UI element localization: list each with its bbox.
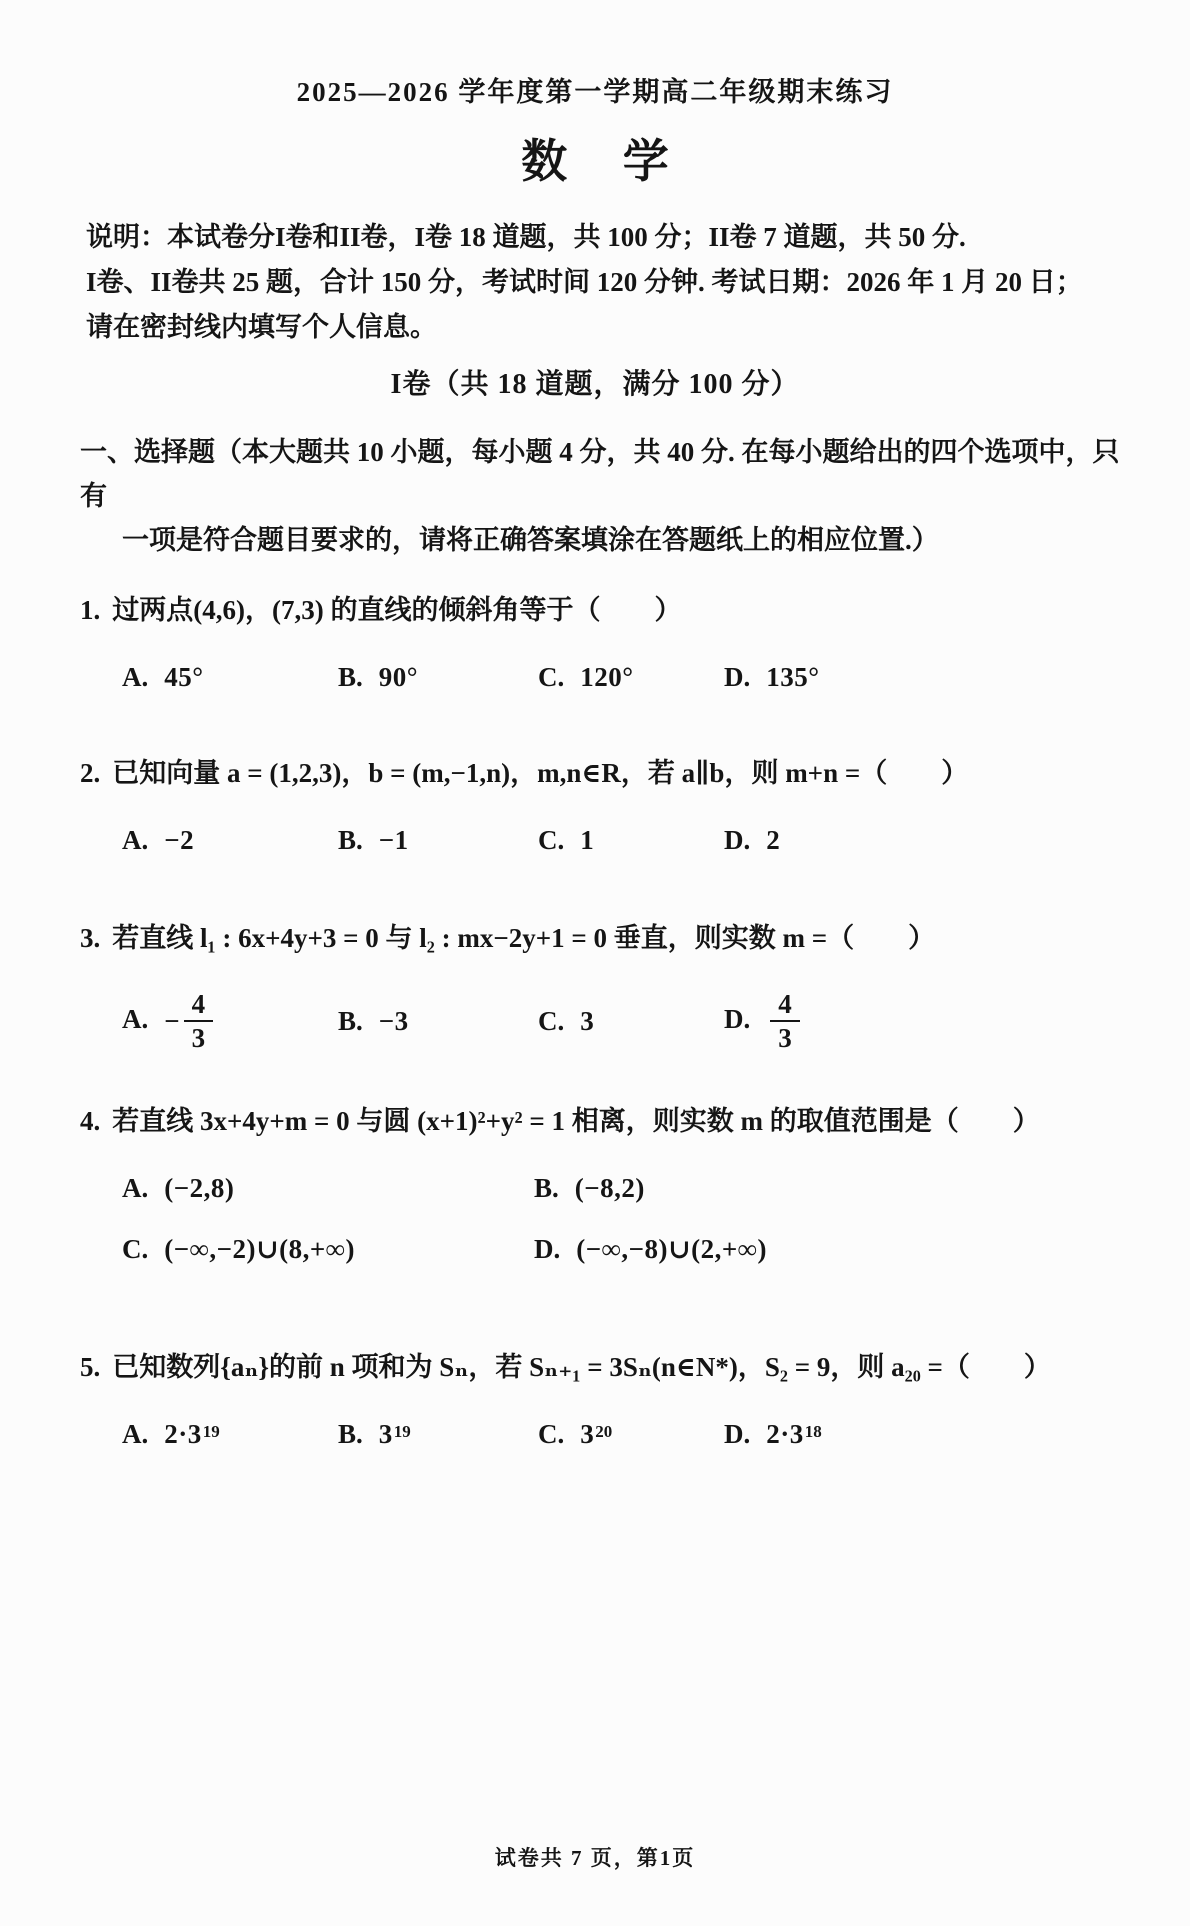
question-1-option-a: A. 45° (122, 662, 204, 692)
multiple-choice-section-header (80, 430, 1130, 562)
question-2-option-c: C. 1 (538, 825, 595, 855)
question-3-option-a: A. − $\frac{4}{3}$ (122, 990, 338, 1053)
exponent: 19 (202, 1421, 220, 1441)
question-1 (80, 590, 1130, 693)
question-2-option-d: D. 2 (724, 825, 781, 855)
section-header-line-2: 一项是符合题目要求的，请将正确答案填涂在答题纸上的相应位置.） (122, 525, 939, 555)
question-4-stem (80, 1101, 1130, 1141)
question-1-number: 1. (80, 595, 101, 625)
question-4-option-b: B. (−8,2) (534, 1172, 645, 1203)
question-3-stem (80, 918, 1130, 958)
question-1-option-b: B. 90° (338, 662, 419, 692)
question-1-stem (80, 590, 1130, 630)
question-4-options-row-1 (122, 1173, 1130, 1204)
fraction: $\frac{4}{3}$ (184, 990, 214, 1053)
instruction-line-2: I卷、II卷共 25 题，合计 150 分，考试时间 120 分钟. 考试日期：2026 年 1 月 20 日； (86, 267, 1083, 297)
question-5 (80, 1347, 1130, 1450)
instruction-line-3: 请在密封线内填写个人信息。 (86, 312, 437, 342)
question-4-option-d: D. (−∞,−8)∪(2,+∞) (534, 1233, 767, 1264)
exponent: 18 (804, 1421, 822, 1441)
question-4-option-c: C. (−∞,−2)∪(8,+∞) (122, 1233, 355, 1264)
question-4-text: 若直线 3x+4y+m = 0 与圆 (x+1)²+y² = 1 相离，则实数 m 的取值范围是（ ） (112, 1105, 1040, 1136)
question-5-option-d: D. $2\cdot 3^{18}$ (724, 1418, 822, 1449)
question-3-option-b: B. −3 (338, 1005, 409, 1036)
question-3-text: 若直线 l₁ : 6x+4y+3 = 0 与 l₂ : mx−2y+1 = 0 垂直，则实数 m =（ ） (112, 923, 936, 953)
part1-header: I卷（共 18 道题，满分 100 分） (390, 369, 800, 400)
exam-instructions (86, 215, 1104, 350)
question-3 (80, 918, 1130, 1053)
question-3-option-c: C. 3 (538, 1005, 595, 1036)
question-3-option-d: D. $\frac{4}{3}$ (724, 990, 1130, 1053)
question-2 (80, 753, 1130, 856)
question-2-number: 2. (80, 758, 101, 788)
section-header-line-1: 一、选择题（本大题共 10 小题，每小题 4 分，共 40 分. 在每小题给出的四个选项中，只有 (80, 437, 1120, 511)
question-2-stem (80, 753, 1130, 793)
question-5-option-a: A. $2\cdot 3^{19}$ (122, 1418, 220, 1449)
question-1-options (122, 662, 1130, 693)
question-5-option-c: C. $3^{20}$ (538, 1418, 613, 1449)
exam-session-title: 2025—2026 学年度第一学期高二年级期末练习 (296, 77, 894, 107)
exponent: 19 (393, 1421, 411, 1441)
question-2-option-b: B. −1 (338, 825, 409, 855)
question-1-text: 过两点(4,6)，(7,3) 的直线的倾斜角等于（ ） (112, 595, 682, 625)
question-1-option-c: C. 120° (538, 662, 634, 692)
question-5-options (122, 1419, 1130, 1450)
question-2-option-a: A. −2 (122, 825, 195, 855)
fraction-sign: − (164, 1005, 180, 1036)
subject-title: 数 学 (521, 136, 691, 187)
question-4-options-row-2 (122, 1234, 1130, 1265)
question-5-text: 已知数列{aₙ}的前 n 项和为 Sₙ，若 Sₙ₊₁ = 3Sₙ(n∈N*)，S₂ = 9，则 a₂₀ =（ ） (112, 1351, 1051, 1382)
question-4-option-a: A. (−2,8) (122, 1172, 235, 1203)
question-4 (80, 1101, 1130, 1265)
question-5-number: 5. (80, 1351, 101, 1382)
question-5-stem (80, 1347, 1130, 1387)
question-2-text: 已知向量 a = (1,2,3)，b = (m,−1,n)，m,n∈R，若 a∥b，则 m+n =（ ） (112, 758, 969, 788)
question-2-options (122, 825, 1130, 856)
question-3-number: 3. (80, 923, 101, 953)
instruction-line-1: 说明：本试卷分I卷和II卷，I卷 18 道题，共 100 分；II卷 7 道题，共 50 分. (86, 222, 966, 252)
question-3-options (122, 990, 1130, 1053)
fraction: $\frac{4}{3}$ (770, 990, 800, 1053)
exponent: 20 (595, 1421, 613, 1441)
question-5-option-b: B. $3^{19}$ (338, 1418, 411, 1449)
page-footer: 试卷共 7 页，第1页 (494, 1846, 696, 1870)
question-1-option-d: D. 135° (724, 662, 820, 692)
question-4-number: 4. (80, 1105, 101, 1136)
